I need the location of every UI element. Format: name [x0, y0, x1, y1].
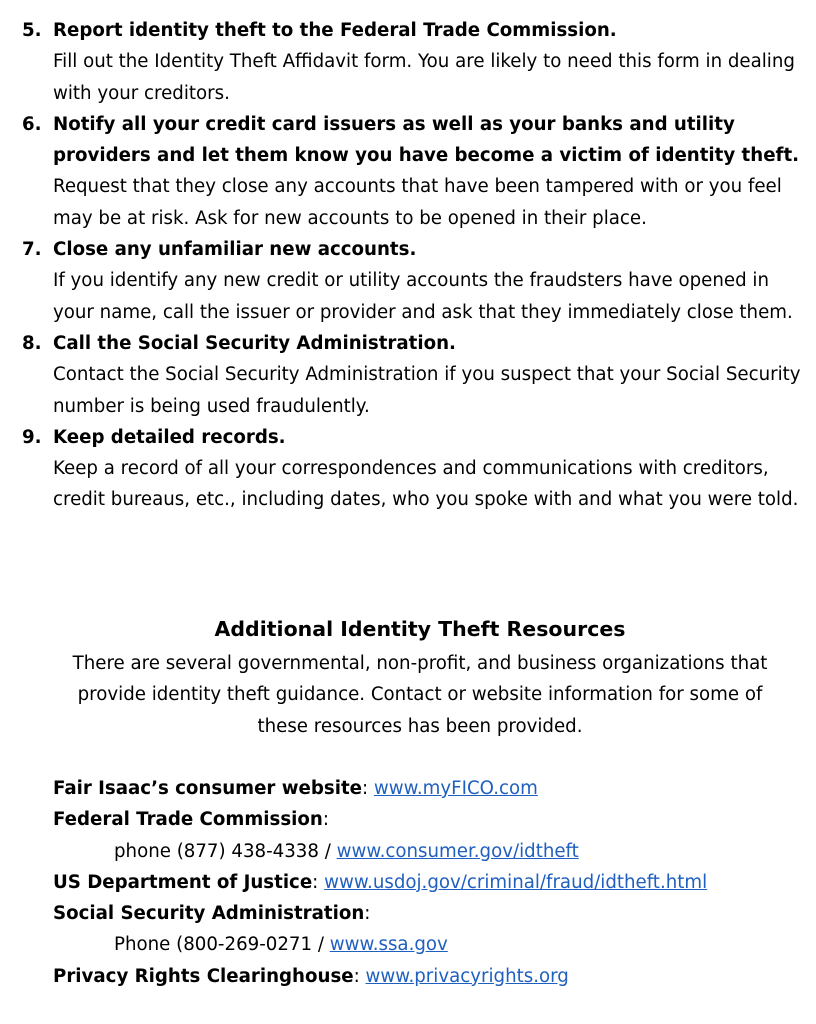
- contact-doj: [53, 867, 793, 898]
- contact-separator: :: [322, 809, 329, 831]
- step-heading: Keep detailed records.: [53, 426, 286, 448]
- step-body: Request that they close any accounts that have been tampered with or you feel may be at risk. Ask for new accounts to be opened in their place.: [53, 176, 782, 229]
- contact-ssa-details: [53, 929, 793, 960]
- contact-phone: Phone (800-269-0271 /: [114, 934, 330, 956]
- step-body: Fill out the Identity Theft Affidavit form. You are likely to need this form in dealing with your creditors.: [53, 51, 795, 104]
- ftc-link[interactable]: www.consumer.gov/idtheft: [336, 840, 579, 862]
- ssa-link[interactable]: www.ssa.gov: [329, 934, 448, 956]
- fico-link[interactable]: www.myFICO.com: [373, 778, 538, 799]
- step-body: If you identify any new credit or utility accounts the fraudsters have opened in your name, call the issuer or provider and ask that they immediately close them.: [53, 270, 793, 323]
- contact-separator: :: [364, 903, 371, 925]
- contact-ssa: [53, 898, 793, 929]
- contact-ftc: [53, 804, 793, 835]
- step-heading: Report identity theft to the Federal Trade Commission.: [53, 20, 617, 41]
- contact-prc: [53, 961, 793, 992]
- step-number: 7.: [22, 239, 42, 261]
- step-heading: Notify all your credit card issuers as well as your banks and utility providers and let them know you have become a victim of identity theft.: [53, 113, 800, 167]
- contact-separator: :: [353, 965, 366, 987]
- list-item: [22, 328, 802, 422]
- step-number: 9.: [22, 426, 42, 448]
- step-heading: Call the Social Security Administration.: [53, 332, 456, 354]
- list-item: [22, 15, 802, 109]
- contact-separator: :: [361, 778, 374, 799]
- list-item: [22, 422, 802, 516]
- privacyrights-link[interactable]: www.privacyrights.org: [365, 965, 569, 987]
- list-item: [22, 109, 802, 234]
- step-number: 8.: [22, 332, 42, 354]
- contact-name: US Department of Justice: [53, 871, 313, 893]
- resource-contacts: [53, 773, 793, 992]
- section-title: Additional Identity Theft Resources: [214, 617, 626, 641]
- contact-name: Privacy Rights Clearinghouse: [53, 965, 354, 987]
- doj-link[interactable]: www.usdoj.gov/criminal/fraud/idtheft.html: [324, 871, 708, 893]
- step-heading: Close any unfamiliar new accounts.: [53, 239, 417, 261]
- contact-ftc-details: [53, 836, 793, 867]
- contact-separator: :: [312, 871, 325, 893]
- steps-list: [22, 15, 802, 516]
- step-body: Keep a record of all your correspondences and communications with creditors, credit bureaus, etc., including dates, who you spoke with and what you were told.: [53, 458, 799, 511]
- list-item: [22, 234, 802, 328]
- contact-name: Social Security Administration: [53, 903, 365, 925]
- contact-name: Federal Trade Commission: [53, 809, 323, 831]
- section-intro: There are several governmental, non-profit, and business organizations that provide identity theft guidance. Contact or website information for some of these resources has been provided.: [72, 653, 768, 737]
- step-number: 6.: [22, 113, 42, 135]
- contact-phone: phone (877) 438-4338 /: [114, 840, 337, 862]
- step-body: Contact the Social Security Administration if you suspect that your Social Security number is being used fraudulently.: [53, 364, 801, 417]
- step-number: 5.: [22, 20, 42, 41]
- contact-name: Fair Isaac’s consumer website: [53, 778, 362, 799]
- contact-fico: [53, 773, 793, 804]
